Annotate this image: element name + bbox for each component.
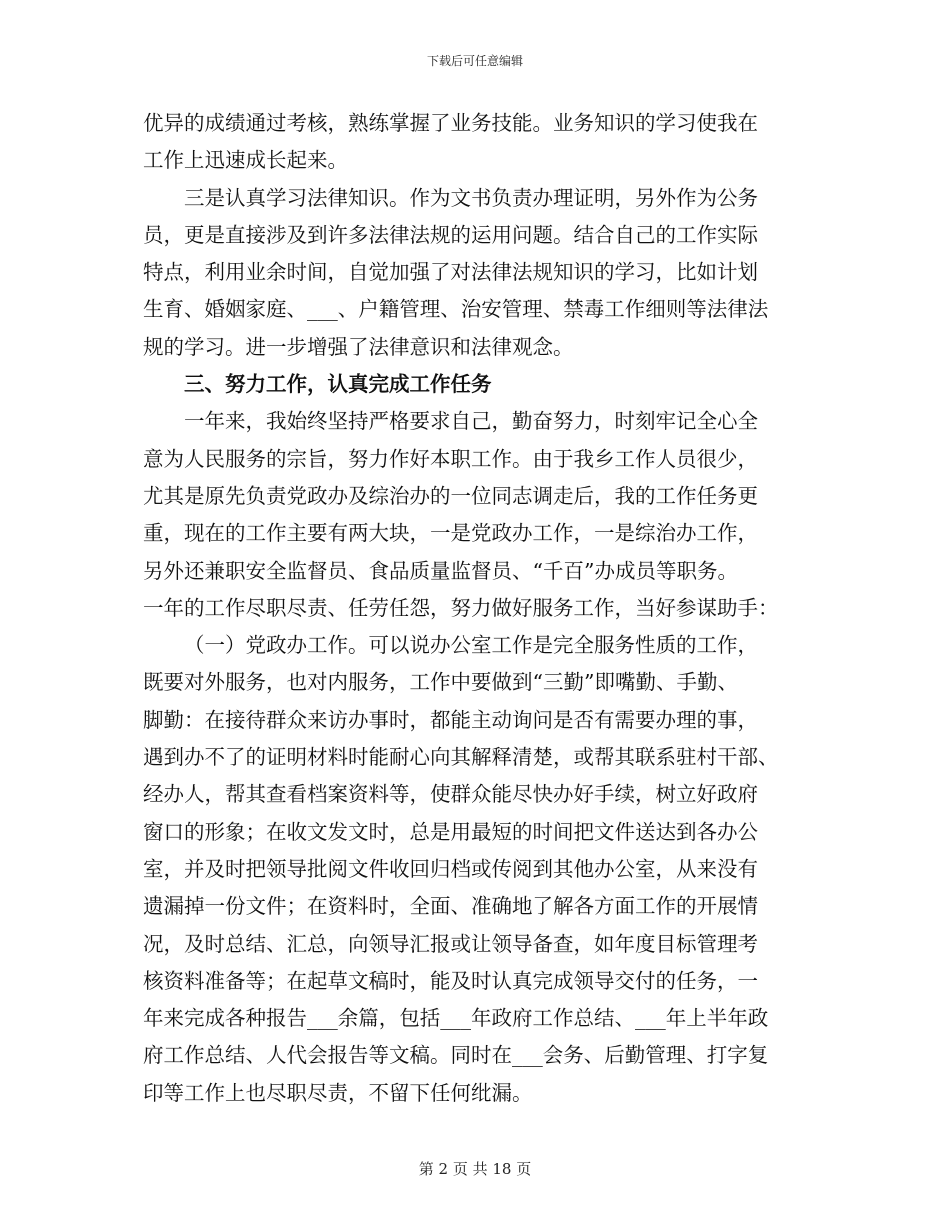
body-line: 况，及时总结、汇总，向领导汇报或让领导备查，如年度目标管理考 bbox=[143, 931, 758, 956]
body-line: 工作上迅速成长起来。 bbox=[143, 148, 348, 173]
body-line: 窗口的形象；在收文发文时，总是用最短的时间把文件送达到各办公 bbox=[143, 819, 758, 844]
body-line: 一年的工作尽职尽责、任劳任怨，努力做好服务工作，当好参谋助手： bbox=[143, 595, 779, 620]
body-line: 生育、婚姻家庭、___、户籍管理、治安管理、禁毒工作细则等法律法 bbox=[143, 297, 769, 322]
body-line: 脚勤：在接待群众来访办事时，都能主动询问是否有需要办理的事， bbox=[143, 707, 758, 732]
body-line: 规的学习。进一步增强了法律意识和法律观念。 bbox=[143, 334, 574, 359]
page-number-footer: 第 2 页 共 18 页 bbox=[418, 1160, 532, 1178]
body-line: 另外还兼职安全监督员、食品质量监督员、“千百”办成员等职务。 bbox=[143, 558, 738, 583]
body-line: 既要对外服务，也对内服务，工作中要做到“三勤”即嘴勤、手勤、 bbox=[143, 670, 738, 695]
body-line: 遇到办不了的证明材料时能耐心向其解释清楚，或帮其联系驻村干部、 bbox=[143, 745, 779, 770]
body-line: 意为人民服务的宗旨，努力作好本职工作。由于我乡工作人员很少， bbox=[143, 446, 758, 471]
body-line: 经办人，帮其查看档案资料等，使群众能尽快办好手续，树立好政府 bbox=[143, 782, 758, 807]
section-heading: 三、努力工作，认真完成工作任务 bbox=[184, 372, 492, 397]
header-note: 下载后可任意编辑 bbox=[426, 54, 523, 68]
paragraph-first-line: （一）党政办工作。可以说办公室工作是完全服务性质的工作， bbox=[184, 633, 758, 658]
body-line: 员，更是直接涉及到许多法律法规的运用问题。结合自己的工作实际 bbox=[143, 222, 758, 247]
paragraph-first-line: 一年来，我始终坚持严格要求自己，勤奋努力，时刻牢记全心全 bbox=[184, 409, 758, 434]
body-line: 核资料准备等；在起草文稿时，能及时认真完成领导交付的任务，一 bbox=[143, 968, 758, 993]
body-line: 遗漏掉一份文件；在资料时，全面、准确地了解各方面工作的开展情 bbox=[143, 894, 758, 919]
body-line: 优异的成绩通过考核，熟练掌握了业务技能。业务知识的学习使我在 bbox=[143, 111, 758, 135]
body-line: 印等工作上也尽职尽责，不留下任何纰漏。 bbox=[143, 1080, 533, 1105]
body-line: 尤其是原先负责党政办及综治办的一位同志调走后，我的工作任务更 bbox=[143, 483, 758, 508]
body-line: 特点，利用业余时间，自觉加强了对法律法规知识的学习，比如计划 bbox=[143, 260, 758, 285]
paragraph-first-line: 三是认真学习法律知识。作为文书负责办理证明，另外作为公务 bbox=[184, 185, 758, 210]
body-line: 年来完成各种报告___余篇，包括___年政府工作总结、___年上半年政 bbox=[143, 1006, 769, 1031]
body-line: 府工作总结、人代会报告等文稿。同时在___会务、后勤管理、打字复 bbox=[143, 1043, 769, 1068]
document-body bbox=[143, 105, 809, 1112]
body-line: 室，并及时把领导批阅文件收回归档或传阅到其他办公室，从来没有 bbox=[143, 856, 758, 881]
body-line: 重，现在的工作主要有两大块，一是党政办工作，一是综治办工作， bbox=[143, 521, 758, 546]
